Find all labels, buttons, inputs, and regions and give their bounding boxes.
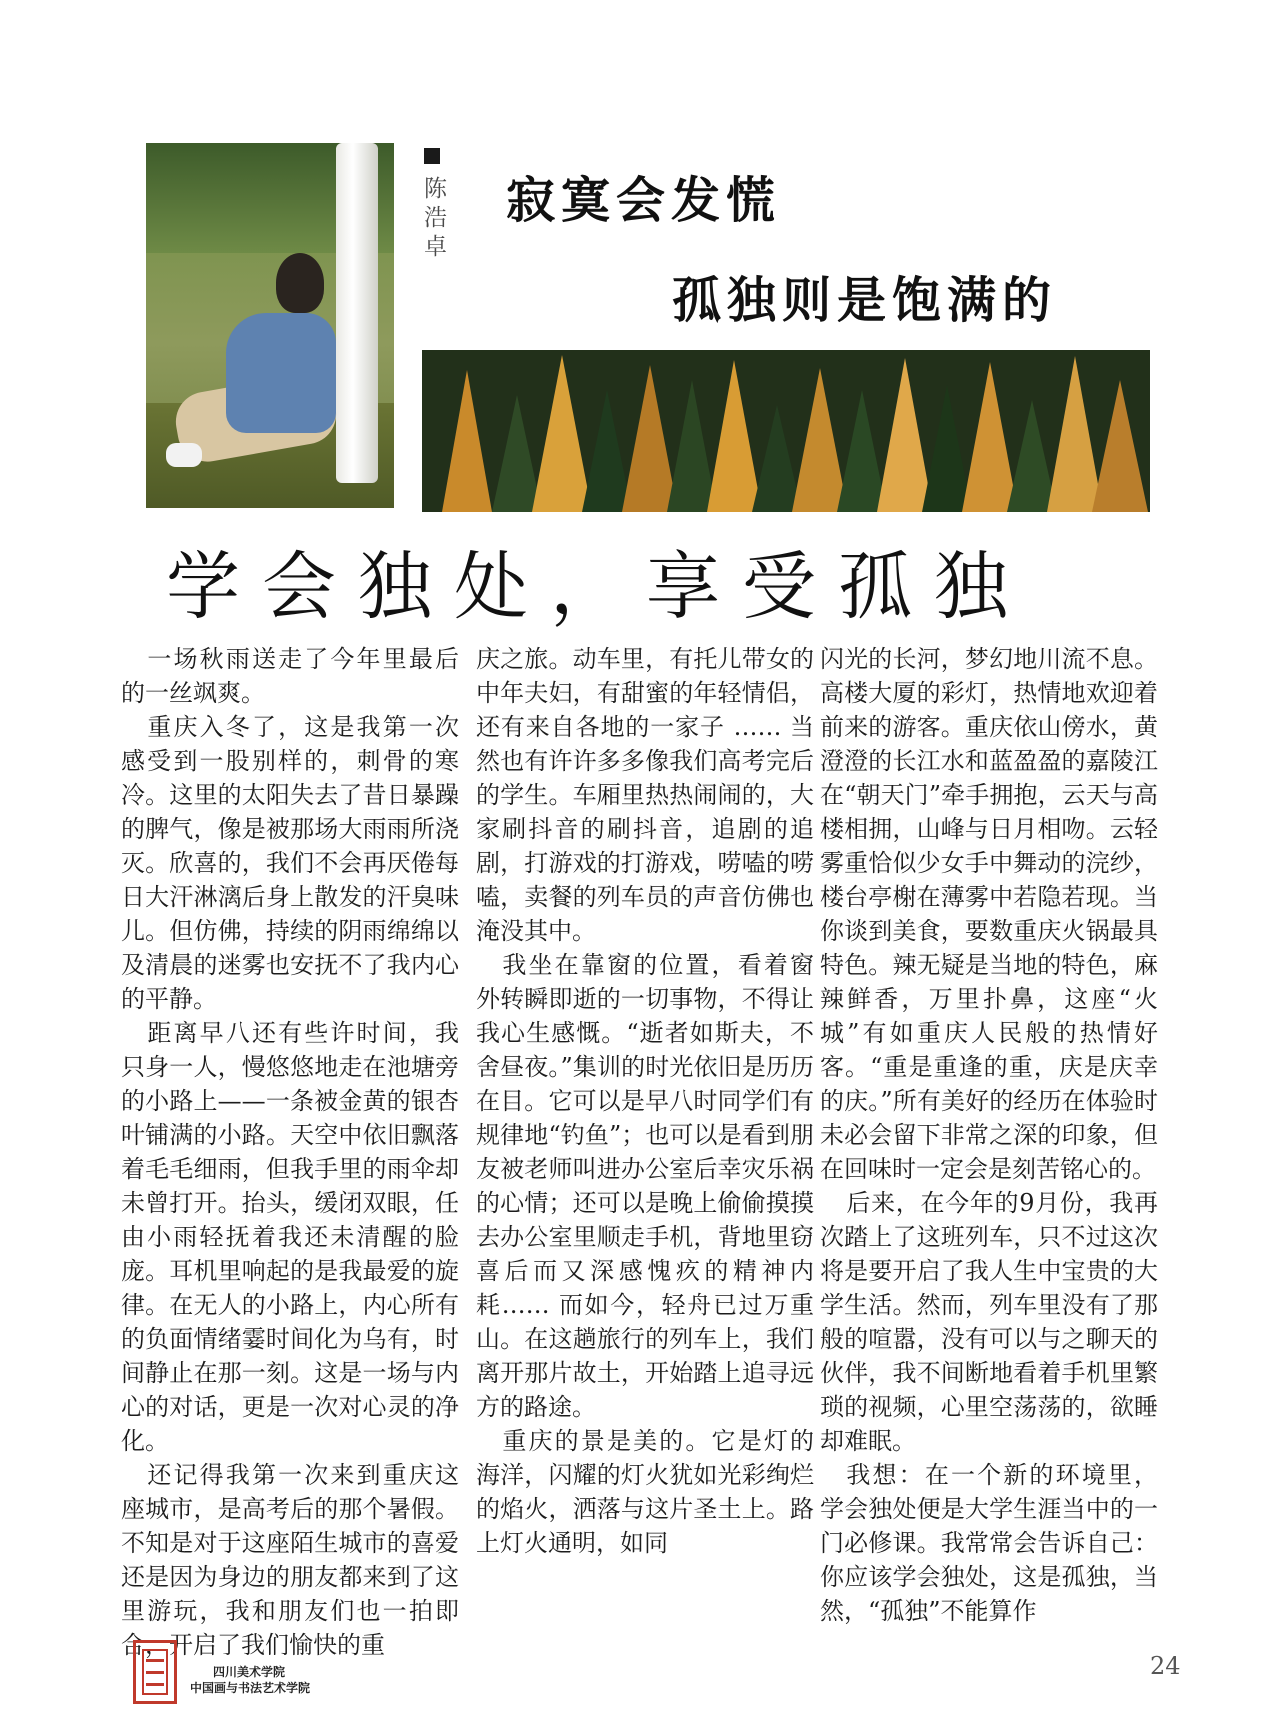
forest-photo [422, 350, 1150, 512]
photo-person-shoe [166, 443, 202, 467]
paragraph: 闪光的长河，梦幻地川流不息。高楼大厦的彩灯，热情地欢迎着前来的游客。重庆依山傍水，黄澄澄的长江水和蓝盈盈的嘉陵江在“朝天门”牵手拥抱，云天与高楼相拥，山峰与日月相吻。云轻雾重恰似少女手中舞动的浣纱，楼台亭榭在薄雾中若隐若现。当你谈到美食，要数重庆火锅最具特色。辣无疑是当地的特色，麻辣鲜香，万里扑鼻，这座“火城”有如重庆人民般的热情好客。“重是重逢的重，庆是庆幸的庆。”所有美好的经历在体验时未必会留下非常之深的印象，但在回味时一定会是刻苦铭心的。 [820, 645, 1158, 1183]
paragraph: 距离早八还有些许时间，我只身一人，慢悠悠地走在池塘旁的小路上——一条被金黄的银杏叶铺满的小路。天空中依旧飘落着毛毛细雨，但我手里的雨伞却未曾打开。抬头，缓闭双眼，任由小雨轻抚着我还未清醒的脸庞。耳机里响起的是我最爱的旋律。在无人的小路上，内心所有的负面情绪霎时间化为乌有，时间静止在那一刻。这是一场与内心的对话，更是一次对心灵的净化。 [121, 1019, 459, 1455]
text-column-3 [820, 642, 1158, 1628]
author-square-marker [424, 148, 440, 164]
institution-name-line1: 四川美术学院 [213, 1665, 286, 1679]
paragraph: 我想：在一个新的环境里，学会独处便是大学生涯当中的一门必修课。我常常会告诉自己：你应该学会独处，这是孤独，当然，“孤独”不能算作 [820, 1461, 1158, 1625]
paragraph: 还记得我第一次来到重庆这座城市，是高考后的那个暑假。不知是对于这座陌生城市的喜爱还是因为身边的朋友都来到了这里游玩，我和朋友们也一拍即合，开启了我们愉快的重 [121, 1461, 459, 1659]
paragraph: 重庆的景是美的。它是灯的海洋，闪耀的灯火犹如光彩绚烂的焰火，洒落与这片圣土上。路上灯火通明，如同 [476, 1427, 814, 1557]
photo-person-jacket [226, 313, 336, 433]
institution-name-line2: 中国画与书法艺术学院 [190, 1681, 311, 1695]
paragraph: 一场秋雨送走了今年里最后的一丝飒爽。 [121, 645, 459, 707]
page-number: 24 [1150, 1652, 1181, 1680]
paragraph: 庆之旅。动车里，有托儿带女的中年夫妇，有甜蜜的年轻情侣，还有来自各地的一家子 …… 当然也有许许多多像我们高考完后的学生。车厢里热热闹闹的，大家刷抖音的刷抖音，追剧的追剧，打游戏的打游戏，唠嗑的唠嗑，卖餐的列车员的声音仿佛也淹没其中。 [476, 645, 814, 945]
text-column-1 [121, 642, 459, 1662]
footer-institution [190, 1664, 310, 1696]
section-heading: 学会独处，享受孤独 [166, 544, 1030, 630]
photo-person-head [276, 253, 324, 313]
seal-logo-icon [133, 1640, 177, 1704]
forest-trees-graphic [422, 350, 1150, 512]
author-portrait-photo [146, 143, 394, 508]
text-column-2 [476, 642, 814, 1560]
article-title-line2: 孤独则是饱满的 [672, 271, 1058, 329]
paragraph: 我坐在靠窗的位置，看着窗外转瞬即逝的一切事物，不得让我心生感慨。“逝者如斯夫，不舍昼夜。”集训的时光依旧是历历在目。它可以是早八时同学们有规律地“钓鱼”；也可以是看到朋友被老师叫进办公室后幸灾乐祸的心情；还可以是晚上偷偷摸摸去办公室里顺走手机，背地里窃喜后而又深感愧疚的精神内耗…… 而如今，轻舟已过万重山。在这趟旅行的列车上，我们离开那片故土，开始踏上追寻远方的路途。 [476, 951, 814, 1421]
paragraph: 重庆入冬了，这是我第一次感受到一股别样的，刺骨的寒冷。这里的太阳失去了昔日暴躁的脾气，像是被那场大雨雨所浇灭。欣喜的，我们不会再厌倦每日大汗淋漓后身上散发的汗臭味儿。但仿佛，持续的阴雨绵绵以及清晨的迷雾也安抚不了我内心的平静。 [121, 713, 459, 1013]
article-title-line1: 寂寞会发慌 [506, 171, 782, 229]
author-name: 陈浩卓 [424, 176, 447, 260]
paragraph: 后来，在今年的9月份，我再次踏上了这班列车，只不过这次将是要开启了我人生中宝贵的大学生活。然而，列车里没有了那般的喧嚣，没有可以与之聊天的伙伴，我不间断地看着手机里繁琐的视频，心里空荡荡的，欲睡却难眠。 [820, 1189, 1158, 1455]
photo-tree-trunk [336, 143, 378, 483]
